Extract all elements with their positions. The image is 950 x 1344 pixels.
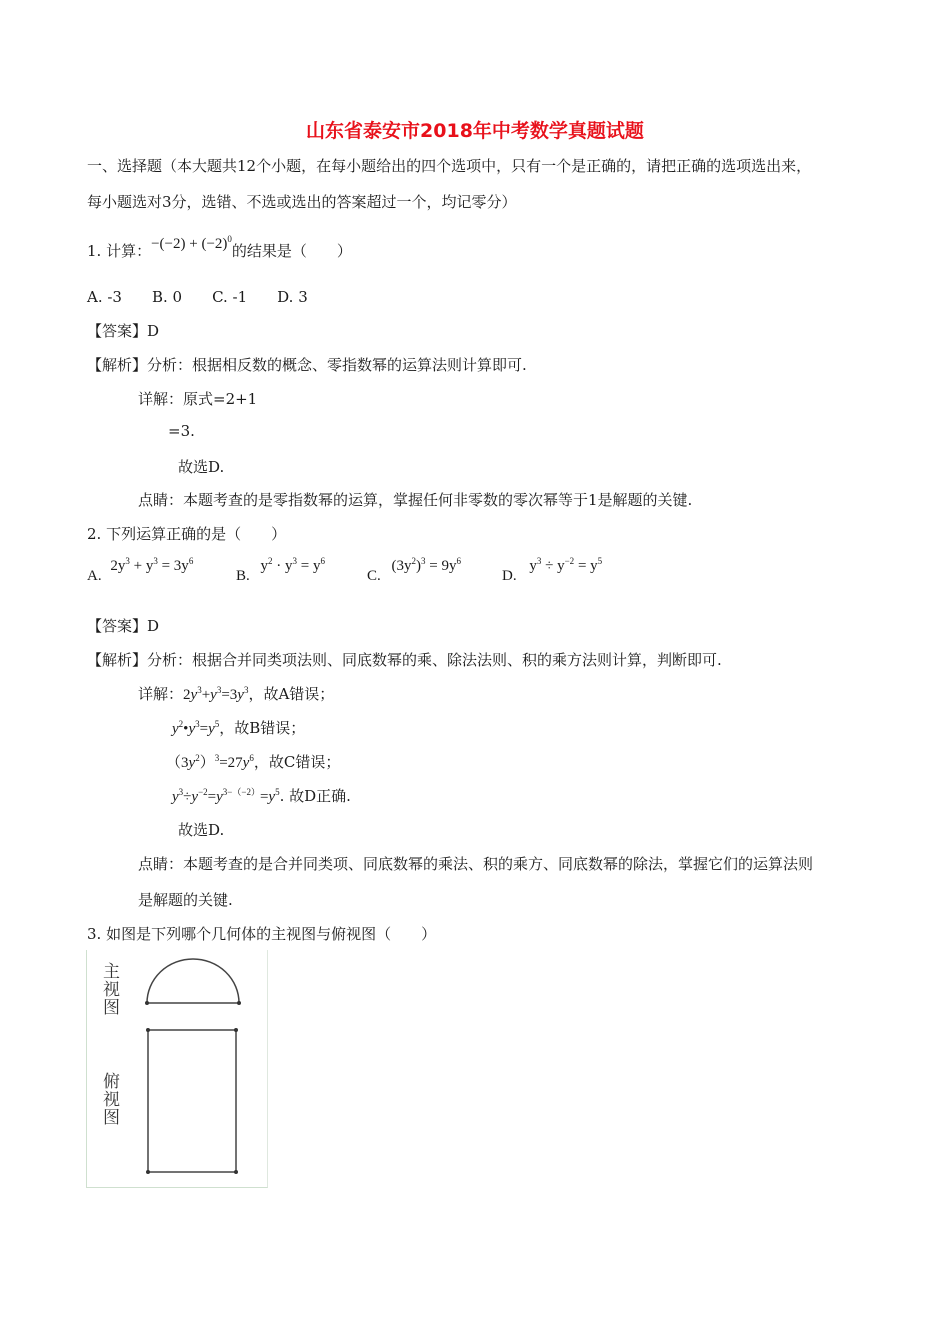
q2-option-a-label: A. bbox=[87, 568, 102, 584]
q2-option-b-label: B. bbox=[236, 568, 250, 584]
q2-detail-d bbox=[172, 785, 351, 806]
q1-stem bbox=[87, 234, 352, 261]
page-title: 山东省泰安市2018年中考数学真题试题 bbox=[306, 120, 644, 142]
q1-suffix: 的结果是（ ） bbox=[231, 242, 352, 260]
q2-analysis: 【解析】分析：根据合并同类项法则、同底数幂的乘、除法法则、积的乘方法则计算，判断即可. bbox=[87, 651, 722, 669]
q1-answer: 【答案】D bbox=[87, 322, 160, 340]
q2-comment-line1: 点睛：本题考查的是合并同类项、同底数幂的乘法、积的乘方、同底数幂的除法，掌握它们的运算法则 bbox=[138, 855, 814, 873]
q2-option-a-formula: $2y^3 + y^3 = 3y^6$ bbox=[110, 556, 194, 574]
q2-comment-line2: 是解题的关键. bbox=[138, 891, 233, 909]
q1-formula bbox=[151, 236, 232, 252]
q1-comment: 点睛：本题考查的是零指数幂的运算，掌握任何非零数的零次幂等于1是解题的关键. bbox=[138, 491, 693, 509]
q2-detail-a-formula: $2y^3+y^3=3y^3$ bbox=[183, 685, 249, 703]
q1-options: A. -3 B. 0 C. -1 D. 3 bbox=[87, 288, 308, 306]
section-instructions-line1: 一、选择题（本大题共12个小题，在每小题给出的四个选项中，只有一个是正确的，请把正确的选项选出来， bbox=[87, 157, 812, 175]
q2-detail-d-end: . 故D正确. bbox=[279, 787, 351, 805]
q3-stem: 3. 如图是下列哪个几何体的主视图与俯视图（ ） bbox=[87, 925, 437, 943]
q2-option-c bbox=[367, 556, 462, 585]
q2-conclusion: 故选D. bbox=[178, 821, 225, 839]
q2-detail-a bbox=[138, 683, 334, 704]
top-view-rectangle bbox=[148, 1030, 236, 1172]
top-view-label: 俯视图 bbox=[99, 1072, 119, 1126]
q2-detail-c bbox=[166, 751, 340, 772]
q2-answer: 【答案】D bbox=[87, 617, 160, 635]
front-view-point bbox=[237, 1001, 241, 1005]
q2-detail-d-formula: $y^3\div y^{-2}=y^{3-(-2)}=y^5$ bbox=[172, 787, 280, 805]
q1-detail-3: 故选D. bbox=[178, 458, 225, 476]
front-view-semicircle bbox=[147, 959, 239, 1003]
q2-detail-c-formula: $(3y^2)^3=27y^6$ bbox=[166, 753, 254, 771]
q2-option-c-label: C. bbox=[367, 568, 381, 584]
q2-option-a bbox=[87, 556, 194, 585]
section-instructions-line2: 每小题选对3分，选错、不选或选出的答案超过一个，均记零分） bbox=[87, 193, 517, 211]
top-view-point bbox=[146, 1170, 150, 1174]
q1-prefix: 1. 计算： bbox=[87, 242, 152, 260]
q2-option-b bbox=[236, 556, 326, 585]
q2-option-c-formula: $(3y^2)^3 = 9y^6$ bbox=[391, 556, 462, 574]
q1-analysis: 【解析】分析：根据相反数的概念、零指数幂的运算法则计算即可. bbox=[87, 356, 527, 374]
front-view-point bbox=[145, 1001, 149, 1005]
q2-detail-c-end: ，故C错误； bbox=[253, 753, 341, 771]
top-view-point bbox=[146, 1028, 150, 1032]
q2-option-b-formula: $y^2 \cdot y^3 = y^6$ bbox=[260, 556, 326, 574]
q2-detail-prefix: 详解： bbox=[138, 685, 184, 703]
top-view-point bbox=[234, 1028, 238, 1032]
q2-stem: 2. 下列运算正确的是（ ） bbox=[87, 525, 287, 543]
q2-detail-b-formula: $y^2•y^3=y^5$ bbox=[172, 719, 220, 737]
q2-detail-b bbox=[172, 717, 305, 738]
q1-formula-exponent: 0 bbox=[227, 234, 232, 244]
q3-figure bbox=[86, 950, 268, 1188]
top-view-point bbox=[234, 1170, 238, 1174]
q1-detail-2: =3. bbox=[168, 422, 195, 440]
front-view-label: 主视图 bbox=[99, 962, 119, 1016]
q1-detail-1: 详解：原式=2+1 bbox=[138, 390, 258, 408]
q2-option-d bbox=[502, 556, 603, 585]
q2-option-d-label: D. bbox=[502, 568, 517, 584]
q2-option-d-formula: $y^3 \div y^{-2} = y^5$ bbox=[529, 556, 603, 574]
q2-detail-b-end: ，故B错误； bbox=[219, 719, 306, 737]
q2-detail-a-end: ，故A错误； bbox=[248, 685, 335, 703]
q3-views-drawing bbox=[87, 950, 267, 1187]
q1-formula-base: −(−2) + (−2) bbox=[151, 236, 228, 252]
